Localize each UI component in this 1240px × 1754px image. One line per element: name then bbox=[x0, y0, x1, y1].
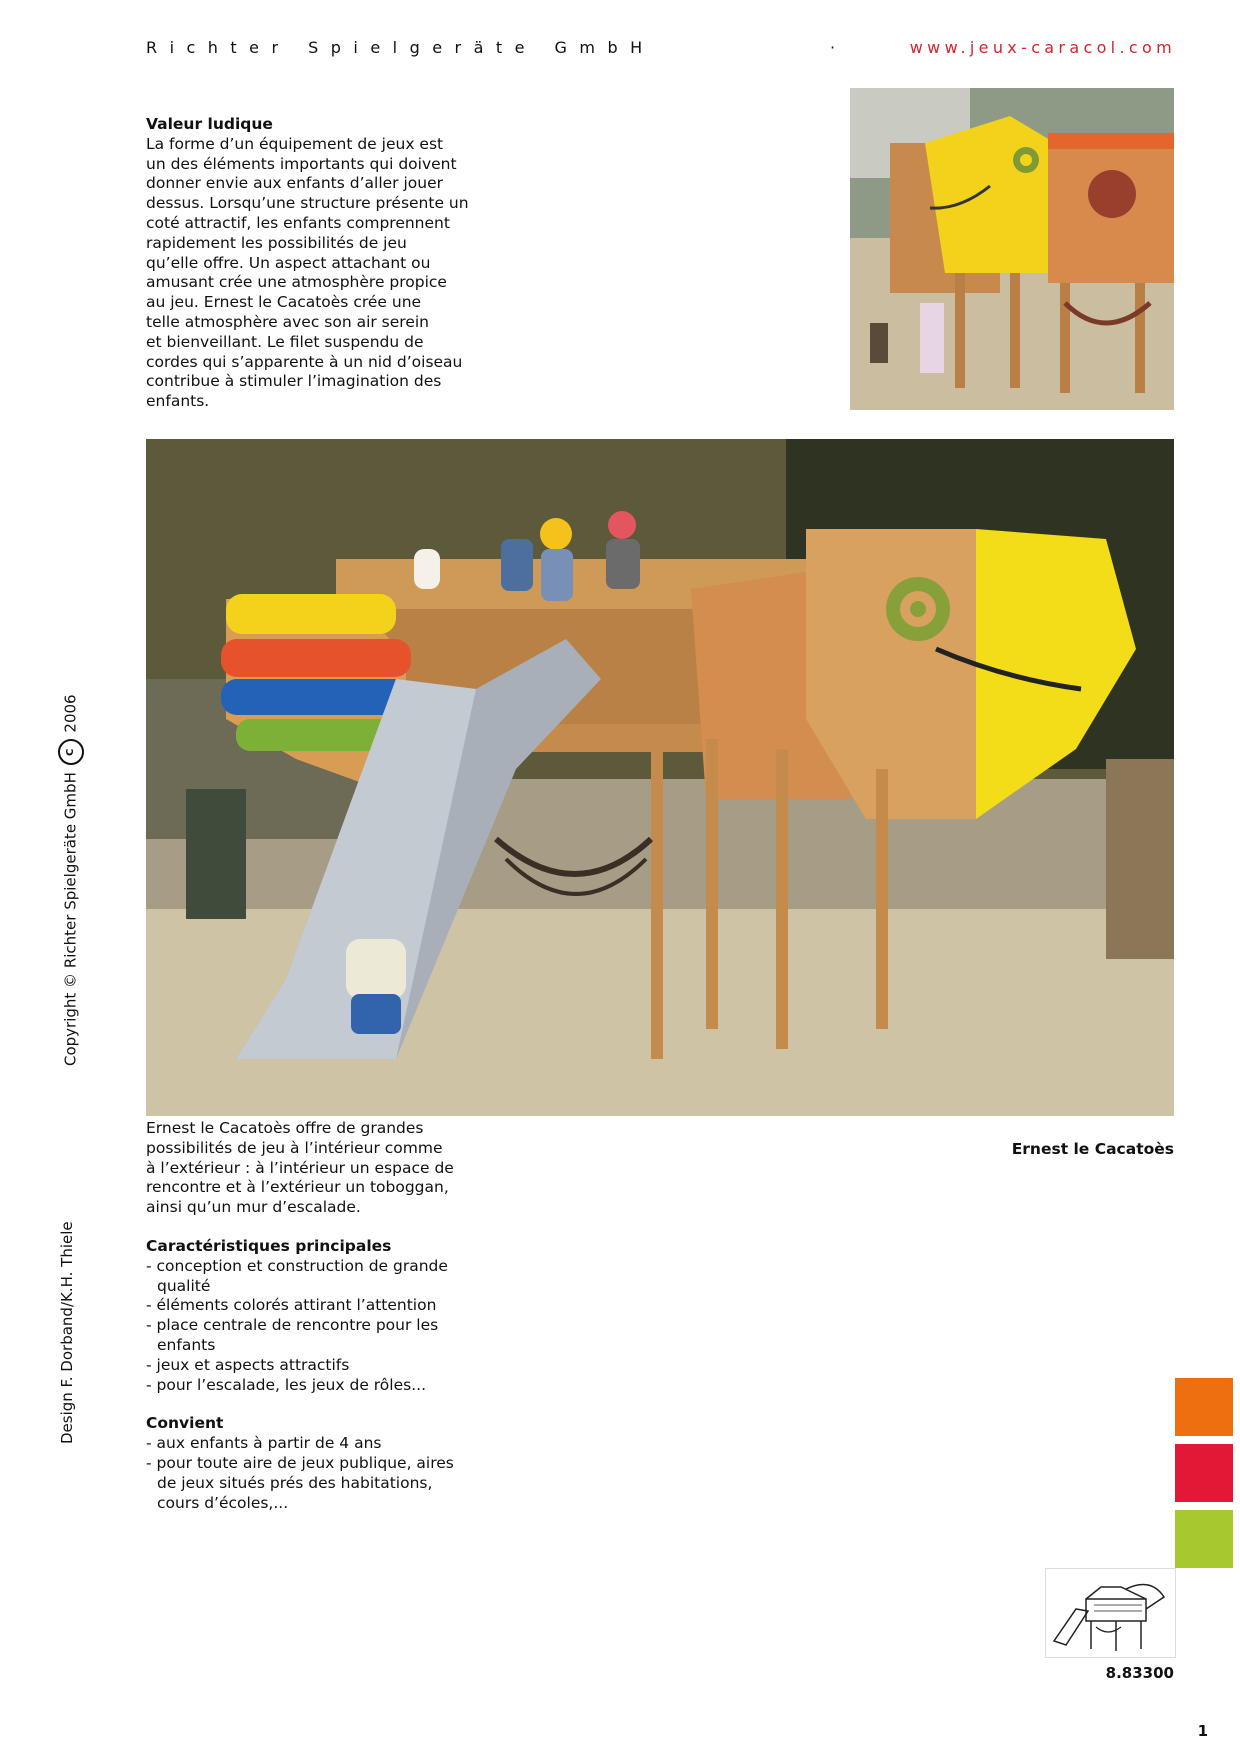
features-item: - place centrale de rencontre pour les enfants bbox=[146, 1316, 439, 1354]
description-line: à l’extérieur : à l’intérieur un espace de bbox=[146, 1158, 454, 1177]
color-swatch-green bbox=[1175, 1510, 1233, 1568]
page-header bbox=[146, 38, 1176, 62]
copyright-notice bbox=[58, 694, 84, 1066]
intro-line: rapidement les possibilités de jeu bbox=[146, 233, 407, 252]
intro-line: au jeu. Ernest le Cacatoès crée une bbox=[146, 293, 422, 312]
description-line: Ernest le Cacatoès offre de grandes bbox=[146, 1119, 424, 1137]
description-line: rencontre et à l’extérieur un toboggan, bbox=[146, 1178, 449, 1197]
product-sketch-thumbnail bbox=[1045, 1568, 1176, 1658]
playground-sketch-icon bbox=[1046, 1569, 1175, 1657]
photo-main-illustration bbox=[146, 439, 1174, 1116]
features-item: - pour l’escalade, les jeux de rôles... bbox=[146, 1375, 426, 1394]
suitable-item: - aux enfants à partir de 4 ans bbox=[146, 1434, 382, 1453]
intro-line: un des éléments importants qui doivent bbox=[146, 154, 457, 173]
company-name: Richter Spielgeräte GmbH bbox=[146, 38, 655, 57]
website-url[interactable]: www.jeux-caracol.com bbox=[909, 38, 1176, 57]
photo-top-illustration bbox=[850, 88, 1174, 410]
intro-line: La forme d’un équipement de jeux est bbox=[146, 134, 444, 153]
intro-line: contribue à stimuler l’imagination des bbox=[146, 372, 442, 391]
intro-section bbox=[146, 115, 476, 412]
features-item: - jeux et aspects attractifs bbox=[146, 1355, 350, 1374]
features-item: - éléments colorés attirant l’attention bbox=[146, 1296, 437, 1315]
intro-line: amusant crée une atmosphère propice bbox=[146, 273, 447, 292]
suitable-heading: Convient bbox=[146, 1414, 224, 1433]
features-heading: Caractéristiques principales bbox=[146, 1236, 392, 1255]
page-number: 1 bbox=[1197, 1722, 1208, 1740]
suitable-item: - pour toute aire de jeux publique, aires de jeux situés prés des habitations, cours d’écoles,... bbox=[146, 1453, 454, 1512]
header-separator: · bbox=[830, 38, 836, 57]
intro-line: donner envie aux enfants d’aller jouer bbox=[146, 174, 443, 193]
intro-line: telle atmosphère avec son air serein bbox=[146, 312, 429, 331]
product-name: Ernest le Cacatoès bbox=[1011, 1140, 1174, 1158]
description-line: possibilités de jeu à l’intérieur comme bbox=[146, 1138, 443, 1157]
description-section bbox=[146, 1119, 476, 1513]
description-line: ainsi qu’un mur d’escalade. bbox=[146, 1198, 361, 1217]
intro-line: qu’elle offre. Un aspect attachant ou bbox=[146, 253, 431, 272]
copyright-text: Copyright © Richter Spielgeräte GmbH bbox=[61, 772, 80, 1066]
copyright-year: 2006 bbox=[61, 694, 80, 733]
photo-playground-top bbox=[850, 88, 1174, 410]
intro-line: dessus. Lorsqu’une structure présente un bbox=[146, 194, 469, 213]
product-code: 8.83300 bbox=[1105, 1664, 1174, 1682]
color-swatch-orange bbox=[1175, 1378, 1233, 1436]
color-swatch-red bbox=[1175, 1444, 1233, 1502]
intro-line: coté attractif, les enfants comprennent bbox=[146, 213, 450, 232]
intro-line: cordes qui s’apparente à un nid d’oiseau bbox=[146, 352, 463, 371]
features-item: - conception et construction de grande qualité bbox=[146, 1256, 448, 1295]
photo-playground-main bbox=[146, 439, 1174, 1116]
richter-logo-icon: C bbox=[58, 739, 84, 765]
intro-heading: Valeur ludique bbox=[146, 115, 273, 133]
intro-line: et bienveillant. Le filet suspendu de bbox=[146, 332, 424, 351]
design-credit: Design F. Dorband/K.H. Thiele bbox=[58, 1221, 76, 1444]
intro-line: enfants. bbox=[146, 392, 210, 411]
